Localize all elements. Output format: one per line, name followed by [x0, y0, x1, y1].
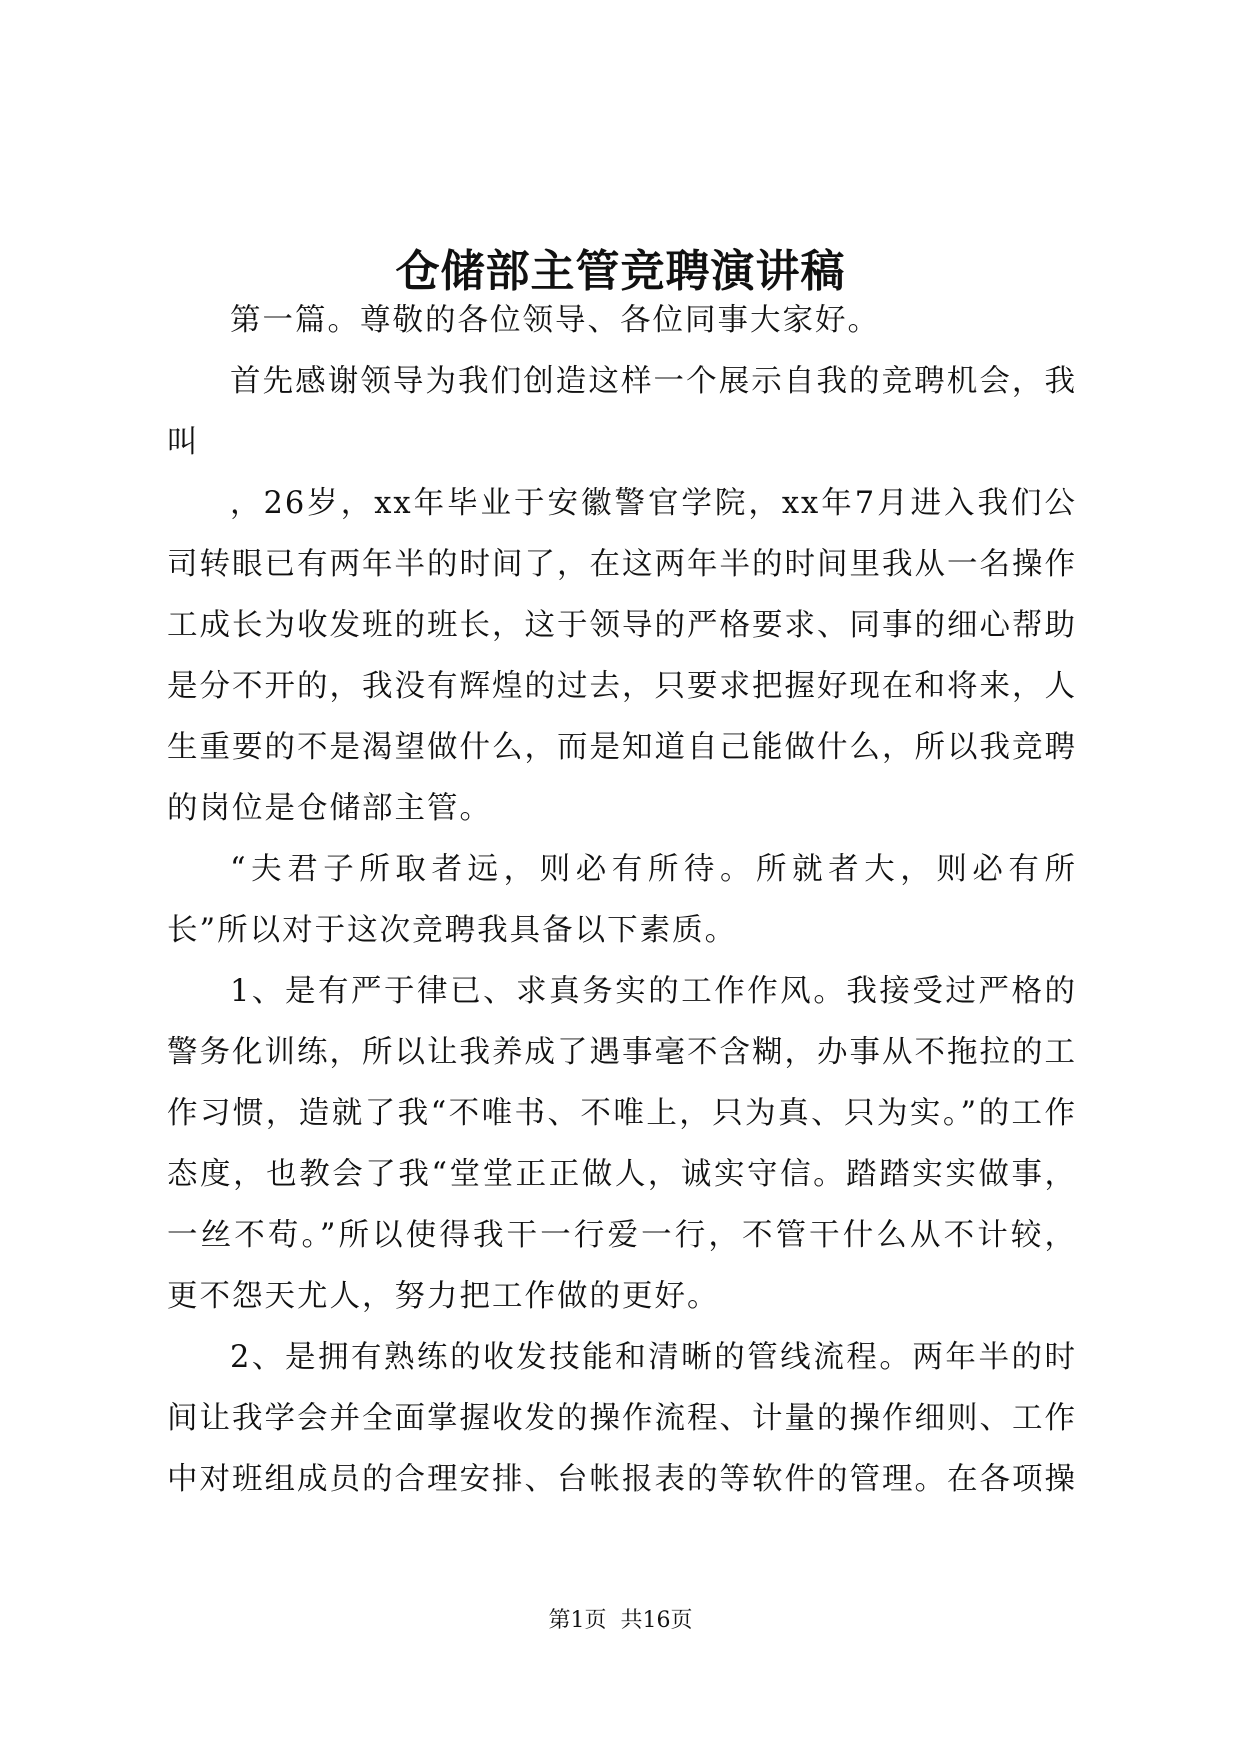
paragraph-3: ，26岁，xx年毕业于安徽警官学院，xx年7月进入我们公司转眼已有两年半的时间了，在这两年半的时间里我从一名操作工成长为收发班的班长，这于领导的严格要求、同事的细心帮助是分不开的，我没有辉煌的过去，只要求把握好现在和将来，人生重要的不是渴望做什么，而是知道自己能做什么，所以我竞聘的岗位是仓储部主管。: [167, 486, 1077, 826]
paragraph-1: 第一篇。尊敬的各位领导、各位同事大家好。: [230, 303, 880, 338]
paragraph-4: “夫君子所取者远，则必有所待。所就者大，则必有所长”所以对于这次竞聘我具备以下素质。: [167, 852, 1077, 948]
document-body: [167, 290, 1077, 1510]
page-total: 共16页: [620, 1608, 693, 1633]
page-footer: [0, 1608, 1241, 1634]
document-title: 仓储部主管竞聘演讲稿: [395, 246, 846, 298]
paragraph-5: 1、是有严于律已、求真务实的工作作风。我接受过严格的警务化训练，所以让我养成了遇事毫不含糊，办事从不拖拉的工作习惯，造就了我“不唯书、不唯上，只为真、只为实。”的工作态度，也教会了我“堂堂正正做人，诚实守信。踏踏实实做事，一丝不苟。”所以使得我干一行爱一行，不管干什么从不计较，更不怨天尤人，努力把工作做的更好。: [167, 974, 1077, 1314]
page-number: 第1页: [548, 1608, 607, 1633]
paragraph-2: 首先感谢领导为我们创造这样一个展示自我的竞聘机会，我叫: [167, 364, 1077, 460]
paragraph-6: 2、是拥有熟练的收发技能和清晰的管线流程。两年半的时间让我学会并全面掌握收发的操作流程、计量的操作细则、工作中对班组成员的合理安排、台帐报表的等软件的管理。在各项操: [167, 1340, 1077, 1497]
